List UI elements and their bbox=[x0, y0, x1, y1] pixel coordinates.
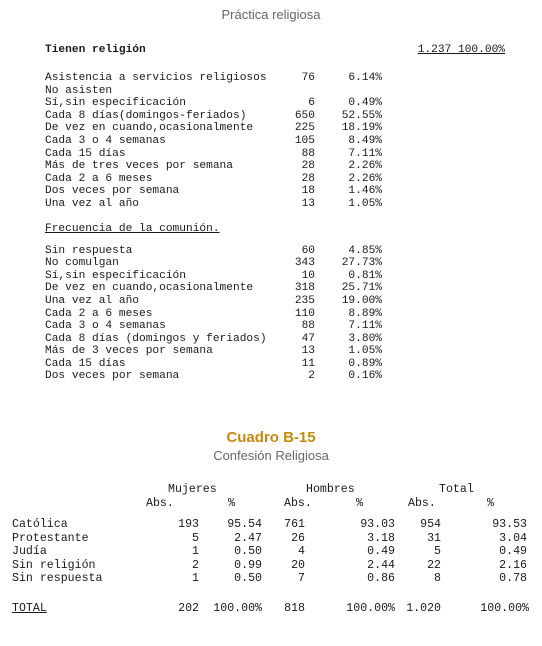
item-label: Más de tres veces por semana bbox=[45, 160, 233, 173]
item-label: De vez en cuando,ocasionalmente bbox=[45, 282, 254, 295]
total-row bbox=[12, 603, 527, 616]
item-count: 2 bbox=[308, 370, 315, 383]
total-h-abs: 818 bbox=[284, 602, 305, 615]
cell-t-pct: 93.53 bbox=[492, 518, 527, 531]
item-label: No asisten bbox=[45, 84, 113, 97]
item-count: 110 bbox=[294, 307, 315, 320]
cell-t-abs: 8 bbox=[434, 572, 441, 586]
item-count: 105 bbox=[294, 134, 315, 147]
cell-m-abs: 5 bbox=[192, 531, 199, 545]
cell-m-abs: 1 bbox=[192, 572, 199, 586]
item-count: 13 bbox=[301, 345, 315, 358]
table-title: Cuadro B-15 bbox=[226, 429, 316, 446]
item-label: Cada 2 a 6 meses bbox=[45, 172, 153, 185]
cell-m-abs: 193 bbox=[178, 518, 199, 531]
communion-heading-row bbox=[45, 223, 505, 243]
item-percent: 0.49% bbox=[348, 97, 382, 110]
item-label: Dos veces por semana bbox=[45, 370, 180, 383]
cell-m-pct: 2.47 bbox=[234, 531, 262, 545]
total-label: TOTAL bbox=[12, 602, 47, 615]
cell-label: Judía bbox=[12, 545, 47, 559]
total-t-abs: 1.020 bbox=[406, 602, 441, 615]
list-item bbox=[45, 185, 505, 198]
item-label: Cada 15 días bbox=[45, 147, 126, 160]
item-label: Más de 3 veces por semana bbox=[45, 345, 213, 358]
cell-t-pct: 0.78 bbox=[499, 572, 527, 586]
group-header-mujeres: Mujeres bbox=[168, 483, 217, 496]
attendance-group bbox=[45, 72, 505, 211]
total-t-pct: 100.00% bbox=[480, 602, 529, 615]
item-label: Asistencia a servicios religiosos bbox=[45, 72, 267, 84]
page-title: Práctica religiosa bbox=[221, 7, 321, 22]
item-count: 60 bbox=[301, 244, 315, 257]
list-item bbox=[45, 110, 505, 123]
item-label: Una vez al año bbox=[45, 197, 139, 210]
item-percent: 8.49% bbox=[348, 134, 382, 147]
item-count: 18 bbox=[301, 185, 315, 198]
cell-m-pct: 0.50 bbox=[234, 572, 262, 586]
item-count: 13 bbox=[301, 197, 315, 210]
list-item bbox=[45, 270, 505, 283]
subheader-m-abs: Abs. bbox=[146, 497, 174, 510]
item-label: Una vez al año bbox=[45, 294, 139, 307]
list-item bbox=[45, 72, 505, 85]
cell-t-abs: 31 bbox=[427, 531, 441, 545]
table-row bbox=[12, 533, 527, 546]
table-row bbox=[12, 573, 527, 586]
list-item bbox=[45, 358, 505, 371]
item-label: No comulgan bbox=[45, 257, 119, 270]
list-item bbox=[45, 122, 505, 135]
cell-h-abs: 761 bbox=[284, 518, 305, 531]
cell-h-abs: 4 bbox=[298, 545, 305, 559]
item-label: Cada 2 a 6 meses bbox=[45, 307, 153, 320]
item-label: Cada 8 días(domingos-feriados) bbox=[45, 109, 247, 122]
cell-t-pct: 2.16 bbox=[499, 558, 527, 572]
subheader-m-pct: % bbox=[228, 497, 235, 510]
cell-m-abs: 1 bbox=[192, 545, 199, 559]
list-item bbox=[45, 282, 505, 295]
item-label: Sí,sin especificación bbox=[45, 97, 186, 110]
item-percent: 4.85% bbox=[348, 244, 382, 257]
item-percent: 7.11% bbox=[348, 147, 382, 160]
item-percent: 19.00% bbox=[341, 294, 382, 307]
subheader-t-pct: % bbox=[487, 497, 494, 510]
item-count: 343 bbox=[294, 257, 315, 270]
item-percent: 7.11% bbox=[348, 320, 382, 333]
item-label: Cada 3 o 4 semanas bbox=[45, 320, 166, 333]
item-label: Sin respuesta bbox=[45, 244, 133, 257]
cell-t-pct: 3.04 bbox=[499, 531, 527, 545]
item-percent: 1.05% bbox=[348, 345, 382, 358]
cell-label: Sin religión bbox=[12, 558, 96, 572]
list-item bbox=[45, 345, 505, 358]
table-row bbox=[12, 519, 527, 532]
item-percent: 2.26% bbox=[348, 160, 382, 173]
cell-m-pct: 95.54 bbox=[227, 518, 262, 531]
group-header-hombres: Hombres bbox=[306, 483, 355, 496]
item-count: 47 bbox=[301, 332, 315, 345]
cell-t-abs: 5 bbox=[434, 545, 441, 559]
cell-t-pct: 0.49 bbox=[499, 545, 527, 559]
item-percent: 0.81% bbox=[348, 269, 382, 282]
cell-label: Católica bbox=[12, 518, 68, 531]
cell-label: Sin respuesta bbox=[12, 572, 103, 586]
item-percent: 25.71% bbox=[341, 282, 382, 295]
item-label: De vez en cuando,ocasionalmente bbox=[45, 122, 254, 135]
subheader-h-pct: % bbox=[356, 497, 363, 510]
cell-t-abs: 954 bbox=[420, 518, 441, 531]
cell-m-pct: 0.99 bbox=[234, 558, 262, 572]
cell-m-pct: 0.50 bbox=[234, 545, 262, 559]
list-item bbox=[45, 85, 505, 98]
item-count: 225 bbox=[294, 122, 315, 135]
list-item bbox=[45, 308, 505, 321]
item-count: 88 bbox=[301, 320, 315, 333]
item-percent: 0.89% bbox=[348, 357, 382, 370]
cell-h-pct: 3.18 bbox=[367, 531, 395, 545]
sub-header-row bbox=[12, 498, 527, 511]
item-count: 28 bbox=[301, 172, 315, 185]
list-item bbox=[45, 295, 505, 308]
item-count: 76 bbox=[301, 72, 315, 84]
item-percent: 8.89% bbox=[348, 307, 382, 320]
cell-h-abs: 7 bbox=[298, 572, 305, 586]
item-label: Dos veces por semana bbox=[45, 185, 180, 198]
cell-m-abs: 2 bbox=[192, 558, 199, 572]
item-count: 28 bbox=[301, 160, 315, 173]
list-item bbox=[45, 135, 505, 148]
list-item bbox=[45, 173, 505, 186]
list-item bbox=[45, 370, 505, 383]
item-percent: 3.80% bbox=[348, 332, 382, 345]
item-count: 235 bbox=[294, 294, 315, 307]
item-count: 650 bbox=[294, 109, 315, 122]
item-percent: 0.16% bbox=[348, 370, 382, 383]
section-header-row bbox=[45, 44, 505, 64]
list-item bbox=[45, 160, 505, 173]
item-count: 10 bbox=[301, 269, 315, 282]
religious-practice-list bbox=[45, 44, 505, 383]
cell-h-abs: 26 bbox=[291, 531, 305, 545]
item-label: Cada 8 días (domingos y feriados) bbox=[45, 332, 267, 345]
list-item bbox=[45, 320, 505, 333]
cell-h-abs: 20 bbox=[291, 558, 305, 572]
section-header: Tienen religión bbox=[45, 44, 146, 56]
cell-h-pct: 0.86 bbox=[367, 572, 395, 586]
item-count: 318 bbox=[294, 282, 315, 295]
item-count: 11 bbox=[301, 357, 315, 370]
item-label: Cada 3 o 4 semanas bbox=[45, 134, 166, 147]
subheader-h-abs: Abs. bbox=[284, 497, 312, 510]
cell-h-pct: 0.49 bbox=[367, 545, 395, 559]
item-count: 6 bbox=[308, 97, 315, 110]
item-percent: 6.14% bbox=[348, 72, 382, 84]
item-label: Sí,sin especificación bbox=[45, 269, 186, 282]
item-percent: 1.46% bbox=[348, 185, 382, 198]
item-count: 88 bbox=[301, 147, 315, 160]
cell-t-abs: 22 bbox=[427, 558, 441, 572]
item-percent: 27.73% bbox=[341, 257, 382, 270]
table-subtitle: Confesión Religiosa bbox=[213, 448, 329, 463]
total-m-abs: 202 bbox=[178, 602, 199, 615]
communion-heading: Frecuencia de la comunión. bbox=[45, 222, 220, 235]
item-label: Cada 15 días bbox=[45, 357, 126, 370]
group-header-total: Total bbox=[439, 483, 474, 496]
item-percent: 52.55% bbox=[341, 109, 382, 122]
item-percent: 2.26% bbox=[348, 172, 382, 185]
total-h-pct: 100.00% bbox=[346, 602, 395, 615]
list-item bbox=[45, 198, 505, 211]
subheader-t-abs: Abs. bbox=[408, 497, 436, 510]
section-header-total: 1.237 100.00% bbox=[417, 44, 505, 56]
cell-h-pct: 93.03 bbox=[360, 518, 395, 531]
table-row bbox=[12, 546, 527, 559]
list-item bbox=[45, 257, 505, 270]
list-item bbox=[45, 148, 505, 161]
item-percent: 18.19% bbox=[341, 122, 382, 135]
communion-group bbox=[45, 245, 505, 384]
item-percent: 1.05% bbox=[348, 197, 382, 210]
list-item bbox=[45, 333, 505, 346]
group-header-row bbox=[12, 484, 527, 497]
list-item bbox=[45, 245, 505, 258]
cell-h-pct: 2.44 bbox=[367, 558, 395, 572]
cell-label: Protestante bbox=[12, 531, 89, 545]
list-item bbox=[45, 97, 505, 110]
table-row bbox=[12, 560, 527, 573]
total-m-pct: 100.00% bbox=[213, 602, 262, 615]
